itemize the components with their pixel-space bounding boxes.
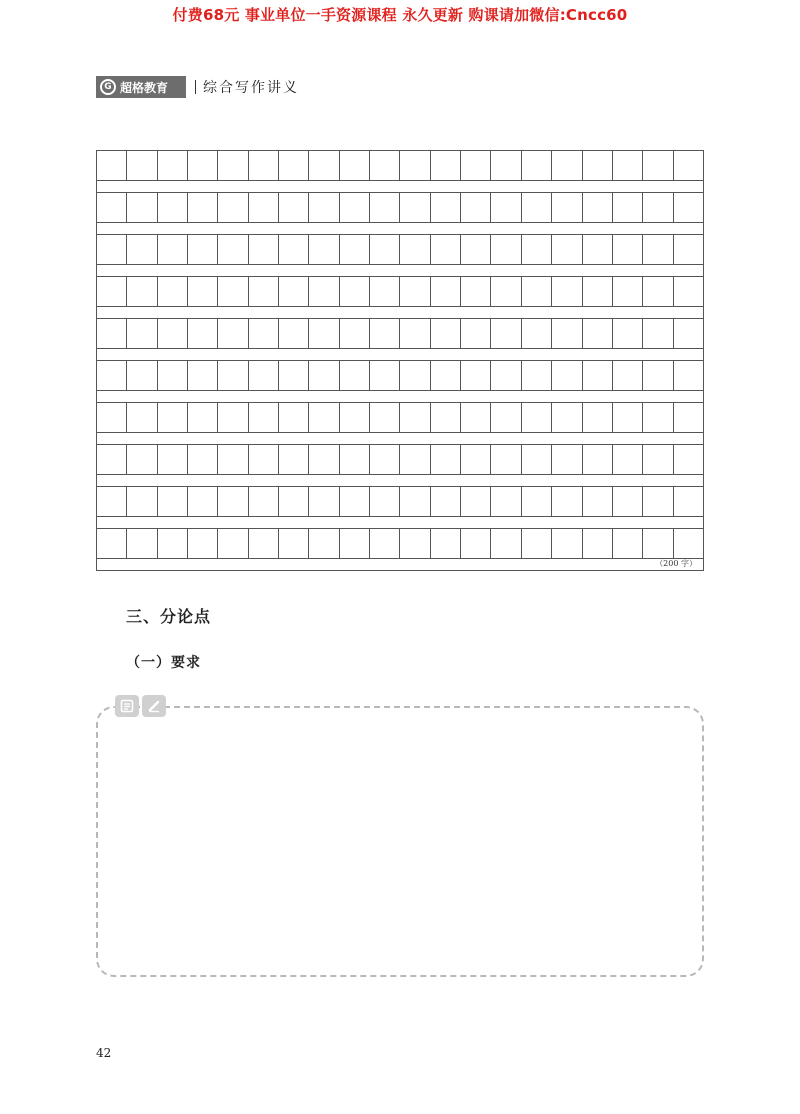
- grid-cell: [187, 276, 217, 307]
- grid-cell: [339, 318, 369, 349]
- grid-cell: [187, 360, 217, 391]
- grid-cell: [612, 234, 642, 265]
- grid-cell: [187, 402, 217, 433]
- grid-cell: [248, 318, 278, 349]
- grid-cell: [339, 402, 369, 433]
- grid-cell: [460, 486, 490, 517]
- grid-cell: [369, 150, 399, 181]
- grid-cell: [642, 444, 672, 475]
- grid-cell: [490, 402, 520, 433]
- grid-cell: [157, 528, 187, 559]
- grid-cell: [399, 444, 429, 475]
- grid-cell: [369, 192, 399, 223]
- grid-cell: [126, 486, 156, 517]
- grid-cell: [339, 486, 369, 517]
- grid-cell: [278, 402, 308, 433]
- grid-cell: [339, 444, 369, 475]
- grid-cell: [582, 486, 612, 517]
- grid-cell: [157, 444, 187, 475]
- grid-cell: [673, 360, 704, 391]
- grid-cell: [308, 402, 338, 433]
- grid-cell: [490, 234, 520, 265]
- grid-cell: [248, 528, 278, 559]
- grid-row: [96, 528, 704, 559]
- grid-cell: [460, 528, 490, 559]
- grid-cell: [521, 486, 551, 517]
- grid-cell: [187, 150, 217, 181]
- grid-cell: [157, 192, 187, 223]
- grid-cell: [490, 528, 520, 559]
- grid-cell: [551, 318, 581, 349]
- grid-cell: [308, 444, 338, 475]
- grid-cell: [399, 528, 429, 559]
- grid-cell: [187, 528, 217, 559]
- grid-cell: [551, 234, 581, 265]
- grid-row: [96, 444, 704, 475]
- grid-spacer: [96, 349, 704, 360]
- grid-spacer: [96, 475, 704, 486]
- grid-cell: [642, 192, 672, 223]
- grid-spacer: [96, 181, 704, 192]
- grid-cell: [278, 528, 308, 559]
- grid-cell: [126, 444, 156, 475]
- grid-cell: [673, 402, 704, 433]
- grid-cell: [612, 318, 642, 349]
- grid-cell: [308, 360, 338, 391]
- grid-cell: [582, 444, 612, 475]
- grid-cell: [673, 486, 704, 517]
- page-number: 42: [96, 1046, 112, 1060]
- logo-text: 超格教育: [120, 80, 169, 95]
- grid-cell: [126, 234, 156, 265]
- grid-cell: [96, 486, 126, 517]
- grid-cell: [673, 318, 704, 349]
- grid-cell: [551, 150, 581, 181]
- grid-cell: [308, 150, 338, 181]
- grid-cell: [369, 486, 399, 517]
- grid-cell: [96, 318, 126, 349]
- logo-mark-icon: G: [100, 79, 116, 95]
- grid-cell: [612, 528, 642, 559]
- grid-cell: [96, 444, 126, 475]
- grid-cell: [157, 276, 187, 307]
- grid-cell: [490, 192, 520, 223]
- grid-cell: [521, 402, 551, 433]
- grid-cell: [157, 360, 187, 391]
- grid-cell: [551, 528, 581, 559]
- grid-cell: [278, 486, 308, 517]
- writing-grid: [96, 150, 704, 571]
- grid-cell: [339, 276, 369, 307]
- note-icons: [115, 695, 166, 717]
- grid-cell: [126, 276, 156, 307]
- grid-row: [96, 276, 704, 307]
- grid-cell: [187, 234, 217, 265]
- grid-cell: [308, 486, 338, 517]
- grid-cell: [460, 192, 490, 223]
- header-divider: [195, 80, 196, 94]
- grid-spacer: [96, 223, 704, 234]
- grid-cell: [369, 528, 399, 559]
- grid-cell: [642, 360, 672, 391]
- grid-cell: [673, 150, 704, 181]
- grid-cell: [217, 318, 247, 349]
- grid-cell: [187, 318, 217, 349]
- grid-cell: [399, 402, 429, 433]
- grid-cell: [642, 486, 672, 517]
- grid-cell: [96, 528, 126, 559]
- grid-cell: [673, 276, 704, 307]
- grid-cell: [582, 402, 612, 433]
- grid-cell: [521, 444, 551, 475]
- grid-cell: [460, 360, 490, 391]
- grid-cell: [430, 150, 460, 181]
- grid-cell: [217, 360, 247, 391]
- grid-cell: [430, 402, 460, 433]
- grid-spacer: [96, 517, 704, 528]
- grid-cell: [217, 234, 247, 265]
- grid-cell: [551, 402, 581, 433]
- grid-cell: [551, 444, 581, 475]
- grid-cell: [399, 150, 429, 181]
- grid-cell: [308, 276, 338, 307]
- grid-cell: [582, 150, 612, 181]
- grid-cell: [582, 234, 612, 265]
- grid-cell: [308, 192, 338, 223]
- grid-cell: [642, 234, 672, 265]
- grid-cell: [96, 234, 126, 265]
- grid-cell: [490, 444, 520, 475]
- grid-cell: [430, 318, 460, 349]
- grid-cell: [248, 444, 278, 475]
- grid-cell: [248, 150, 278, 181]
- grid-cell: [551, 486, 581, 517]
- section-heading: 三、分论点: [126, 607, 212, 626]
- grid-cell: [126, 402, 156, 433]
- grid-cell: [460, 444, 490, 475]
- grid-cell: [673, 528, 704, 559]
- grid-cell: [399, 360, 429, 391]
- grid-cell: [339, 528, 369, 559]
- grid-cell: [460, 150, 490, 181]
- grid-cell: [157, 150, 187, 181]
- grid-cell: [96, 192, 126, 223]
- grid-cell: [157, 402, 187, 433]
- grid-cell: [187, 444, 217, 475]
- grid-cell: [551, 192, 581, 223]
- grid-cell: [642, 150, 672, 181]
- grid-cell: [399, 192, 429, 223]
- grid-cell: [278, 360, 308, 391]
- notes-icon: [115, 695, 139, 717]
- grid-cell: [612, 444, 642, 475]
- grid-cell: [490, 486, 520, 517]
- grid-spacer: [96, 433, 704, 444]
- grid-cell: [521, 192, 551, 223]
- grid-cell: [460, 318, 490, 349]
- grid-cell: [430, 486, 460, 517]
- grid-cell: [430, 192, 460, 223]
- grid-cell: [126, 318, 156, 349]
- grid-cell: [430, 276, 460, 307]
- grid-cell: [612, 360, 642, 391]
- grid-cell: [278, 276, 308, 307]
- grid-row: [96, 150, 704, 181]
- grid-cell: [490, 360, 520, 391]
- grid-cell: [521, 276, 551, 307]
- grid-cell: [96, 150, 126, 181]
- grid-cell: [217, 402, 247, 433]
- grid-cell: [278, 318, 308, 349]
- grid-cell: [642, 402, 672, 433]
- grid-cell: [490, 276, 520, 307]
- note-box: [96, 706, 704, 977]
- grid-cell: [157, 318, 187, 349]
- grid-cell: [308, 318, 338, 349]
- grid-cell: [339, 234, 369, 265]
- grid-cell: [248, 486, 278, 517]
- grid-cell: [369, 444, 399, 475]
- grid-cell: [399, 234, 429, 265]
- grid-cell: [248, 402, 278, 433]
- grid-cell: [126, 150, 156, 181]
- grid-cell: [521, 318, 551, 349]
- grid-cell: [96, 276, 126, 307]
- grid-cell: [521, 234, 551, 265]
- grid-cell: [308, 528, 338, 559]
- grid-cell: [217, 276, 247, 307]
- grid-cell: [460, 276, 490, 307]
- grid-cell: [582, 192, 612, 223]
- grid-cell: [612, 192, 642, 223]
- grid-cell: [217, 486, 247, 517]
- grid-cell: [278, 150, 308, 181]
- grid-cell: [612, 150, 642, 181]
- page-header: [96, 76, 299, 98]
- grid-cell: [399, 318, 429, 349]
- grid-cell: [187, 192, 217, 223]
- grid-spacer: [96, 265, 704, 276]
- grid-cell: [582, 528, 612, 559]
- grid-cell: [521, 528, 551, 559]
- grid-cell: [430, 528, 460, 559]
- grid-cell: [369, 402, 399, 433]
- grid-cell: [339, 150, 369, 181]
- grid-cell: [126, 528, 156, 559]
- grid-cell: [126, 360, 156, 391]
- grid-spacer: [96, 391, 704, 402]
- grid-cell: [248, 234, 278, 265]
- grid-cell: [673, 234, 704, 265]
- grid-cell: [96, 360, 126, 391]
- brand-logo: [96, 76, 186, 98]
- grid-cell: [339, 192, 369, 223]
- grid-cell: [521, 150, 551, 181]
- grid-cell: [582, 318, 612, 349]
- grid-cell: [187, 486, 217, 517]
- grid-row: [96, 234, 704, 265]
- grid-cell: [278, 444, 308, 475]
- grid-cell: [217, 192, 247, 223]
- grid-cell: [369, 360, 399, 391]
- grid-cell: [460, 234, 490, 265]
- grid-cell: [551, 360, 581, 391]
- grid-row: [96, 192, 704, 223]
- grid-cell: [612, 276, 642, 307]
- grid-cell: [157, 486, 187, 517]
- grid-cell: [217, 444, 247, 475]
- grid-cell: [582, 360, 612, 391]
- grid-cell: [248, 276, 278, 307]
- grid-cell: [582, 276, 612, 307]
- grid-cell: [126, 192, 156, 223]
- grid-cell: [399, 486, 429, 517]
- grid-cell: [339, 360, 369, 391]
- grid-cell: [642, 276, 672, 307]
- grid-cell: [278, 192, 308, 223]
- grid-row: [96, 360, 704, 391]
- grid-spacer: [96, 307, 704, 318]
- grid-cell: [673, 444, 704, 475]
- grid-cell: [642, 528, 672, 559]
- grid-cell: [308, 234, 338, 265]
- grid-cell: [399, 276, 429, 307]
- grid-cell: [217, 150, 247, 181]
- grid-cell: [521, 360, 551, 391]
- grid-cell: [673, 192, 704, 223]
- grid-cell: [430, 234, 460, 265]
- grid-cell: [217, 528, 247, 559]
- grid-cell: [642, 318, 672, 349]
- document-title: 综合写作讲义: [203, 80, 299, 96]
- section-subheading: （一）要求: [126, 655, 201, 671]
- grid-row: [96, 486, 704, 517]
- grid-row: [96, 318, 704, 349]
- grid-cell: [369, 318, 399, 349]
- grid-cell: [278, 234, 308, 265]
- pencil-icon: [142, 695, 166, 717]
- grid-cell: [248, 360, 278, 391]
- grid-spacer: [96, 559, 704, 571]
- grid-cell: [460, 402, 490, 433]
- grid-cell: [157, 234, 187, 265]
- promo-banner: 付费68元 事业单位一手资源课程 永久更新 购课请加微信:Cncc60: [172, 6, 628, 24]
- grid-row: [96, 402, 704, 433]
- grid-cell: [612, 402, 642, 433]
- word-count-note: （200 字）: [655, 559, 697, 568]
- grid-cell: [96, 402, 126, 433]
- grid-cell: [248, 192, 278, 223]
- grid-cell: [551, 276, 581, 307]
- grid-cell: [430, 360, 460, 391]
- grid-cell: [490, 150, 520, 181]
- grid-cell: [430, 444, 460, 475]
- grid-cell: [490, 318, 520, 349]
- grid-cell: [369, 234, 399, 265]
- grid-cell: [612, 486, 642, 517]
- grid-cell: [369, 276, 399, 307]
